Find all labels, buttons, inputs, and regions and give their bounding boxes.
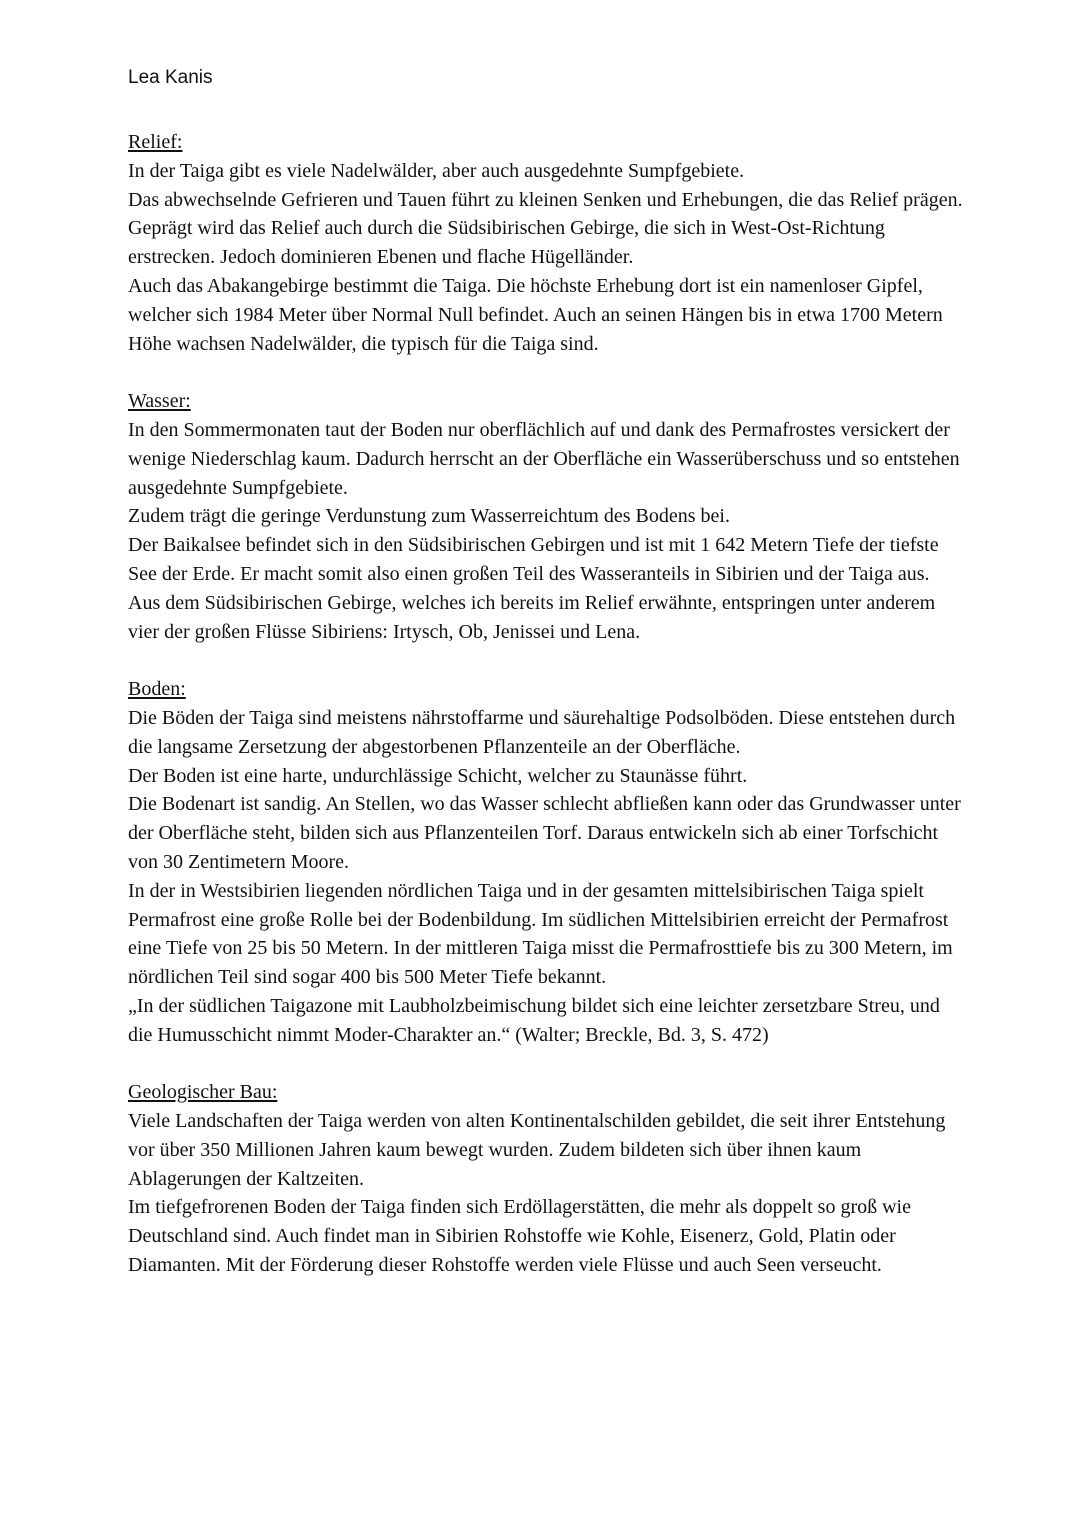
paragraph: Zudem trägt die geringe Verdunstung zum Wasserreichtum des Bodens bei. (128, 505, 730, 528)
section-boden (128, 675, 968, 1049)
paragraph: In den Sommermonaten taut der Boden nur oberflächlich auf und dank des Permafrostes versickert der wenige Niederschlag kaum. Dadurch herrscht an der Oberfläche ein Wasserüberschuss und so entstehen ausgedehnte Sumpfgebiete. (128, 418, 960, 499)
paragraph: Im tiefgefrorenen Boden der Taiga finden sich Erdöllagerstätten, die mehr als doppelt so groß wie Deutschland sind. Auch findet man in Sibirien Rohstoffe wie Kohle, Eisenerz, Gold, Platin oder Diamanten. Mit der Förderung dieser Rohstoffe werden viele Flüsse und auch Seen verseucht. (128, 1196, 911, 1277)
paragraph: In der Taiga gibt es viele Nadelwälder, aber auch ausgedehnte Sumpfgebiete. (128, 159, 745, 182)
section-wasser (128, 387, 968, 646)
section-geologischer-bau (128, 1078, 968, 1280)
section-heading: Boden: (128, 678, 186, 701)
paragraph: In der in Westsibirien liegenden nördlichen Taiga und in der gesamten mittelsibirischen Taiga spielt Permafrost eine große Rolle bei der Bodenbildung. Im südlichen Mittelsibirien erreicht der Permafrost eine Tiefe von 25 bis 50 Metern. In der mittleren Taiga misst die Permafrosttiefe bis zu 300 Metern, im nördlichen Teil sind sogar 400 bis 500 Meter Tiefe bekannt. (128, 879, 953, 989)
document-body (128, 128, 968, 1309)
author-name: Lea Kanis (128, 67, 213, 88)
paragraph: Viele Landschaften der Taiga werden von alten Kontinentalschilden gebildet, die seit ihrer Entstehung vor über 350 Millionen Jahren kaum bewegt wurden. Zudem bildeten sich über ihnen kaum Ablagerungen der Kaltzeiten. (128, 1110, 946, 1190)
paragraph: Geprägt wird das Relief auch durch die Südsibirischen Gebirge, die sich in West-Ost-Richtung erstrecken. Jedoch dominieren Ebenen und flache Hügelländer. (128, 217, 885, 269)
paragraph: Aus dem Südsibirischen Gebirge, welches ich bereits im Relief erwähnte, entspringen unter anderem vier der großen Flüsse Sibiriens: Irtysch, Ob, Jenissei und Lena. (128, 591, 936, 643)
section-heading: Geologischer Bau: (128, 1081, 278, 1104)
paragraph: Die Böden der Taiga sind meistens nährstoffarme und säurehaltige Podsolböden. Diese entstehen durch die langsame Zersetzung der abgestorbenen Pflanzenteile an der Oberfläche. (128, 706, 956, 758)
section-relief (128, 128, 968, 358)
paragraph: Auch das Abakangebirge bestimmt die Taiga. Die höchste Erhebung dort ist ein namenloser Gipfel, welcher sich 1984 Meter über Normal Null befindet. Auch an seinen Hängen bis in etwa 1700 Metern Höhe wachsen Nadelwälder, die typisch für die Taiga sind. (128, 274, 943, 355)
section-heading: Relief: (128, 131, 183, 153)
paragraph: Die Bodenart ist sandig. An Stellen, wo das Wasser schlecht abfließen kann oder das Grundwasser unter der Oberfläche steht, bilden sich aus Pflanzenteilen Torf. Daraus entwickeln sich ab einer Torfschicht von 30 Zentimetern Moore. (128, 793, 961, 873)
paragraph: Der Boden ist eine harte, undurchlässige Schicht, welcher zu Staunässe führt. (128, 764, 748, 787)
paragraph: Das abwechselnde Gefrieren und Tauen führt zu kleinen Senken und Erhebungen, die das Relief prägen. (128, 188, 963, 211)
section-heading: Wasser: (128, 390, 191, 413)
quote-paragraph: „In der südlichen Taigazone mit Laubholzbeimischung bildet sich eine leichter zersetzbare Streu, und die Humusschicht nimmt Moder-Charakter an.“ (Walter; Breckle, Bd. 3, S. 472) (128, 994, 940, 1046)
paragraph: Der Baikalsee befindet sich in den Südsibirischen Gebirgen und ist mit 1 642 Metern Tiefe der tiefste See der Erde. Er macht somit also einen großen Teil des Wasseranteils in Sibirien und der Taiga aus. (128, 534, 939, 585)
